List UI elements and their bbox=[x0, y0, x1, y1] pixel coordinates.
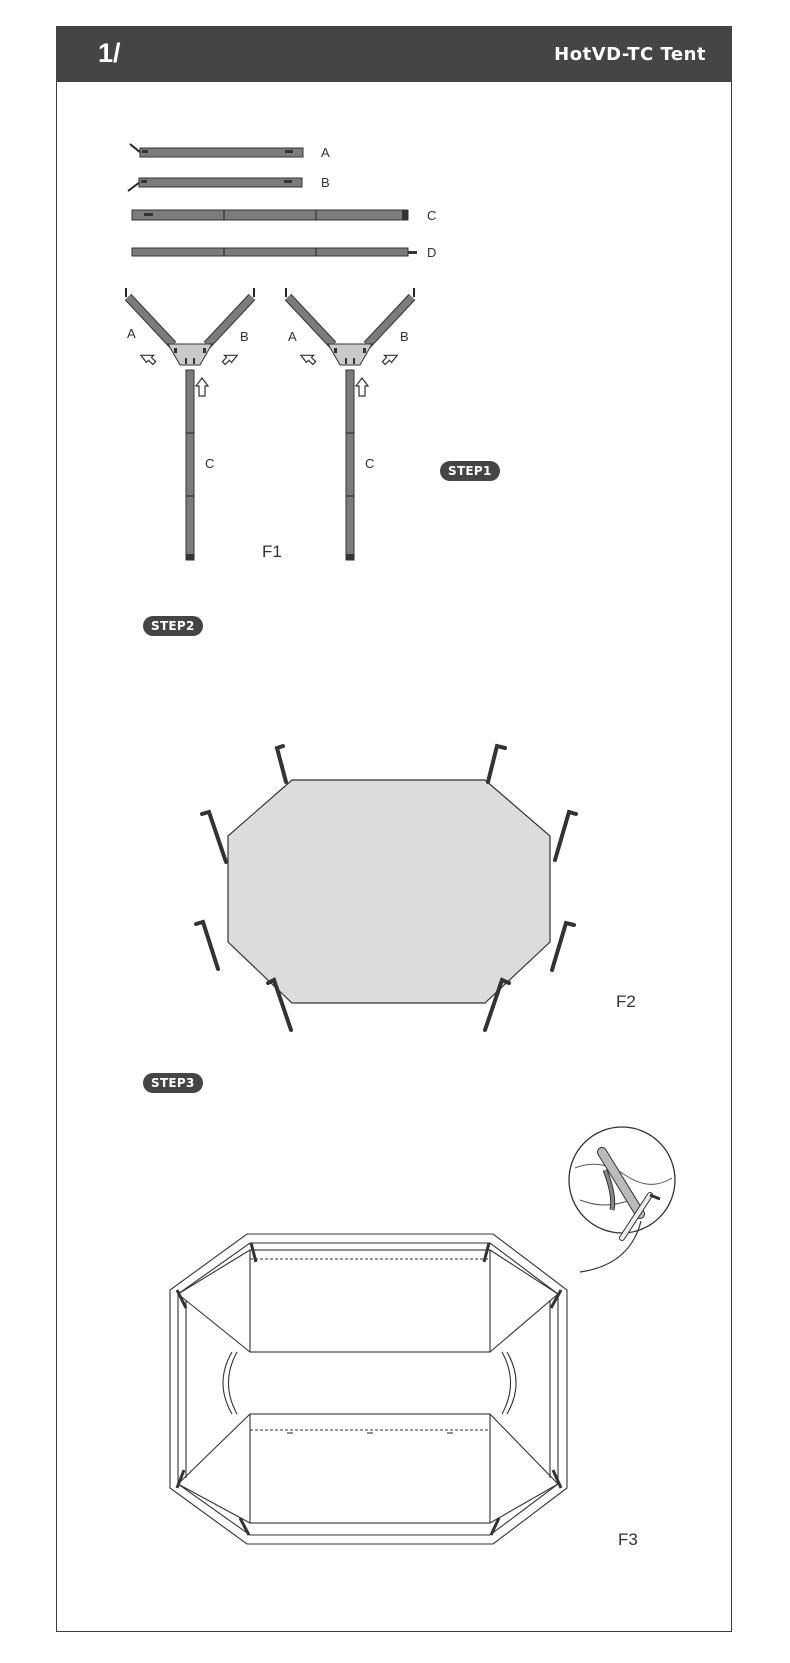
pole-b-illustration bbox=[128, 178, 302, 191]
page-number: 1/ bbox=[98, 38, 121, 68]
pole-c-label: C bbox=[427, 208, 437, 223]
tent-floor-illustration bbox=[196, 746, 576, 1030]
stake-detail-callout bbox=[569, 1127, 675, 1272]
document-title: HotVD-TC Tent bbox=[554, 44, 706, 65]
figure-f3-label: F3 bbox=[618, 1530, 638, 1549]
assembly-right-label-b: B bbox=[400, 329, 409, 344]
figure-f2-label: F2 bbox=[616, 992, 636, 1011]
assembly-right-label-a: A bbox=[288, 329, 297, 344]
step2-badge: STEP2 bbox=[143, 616, 203, 636]
pole-d-illustration bbox=[132, 248, 417, 256]
assembly-right-label-c: C bbox=[365, 456, 375, 471]
assembly-left-label-c: C bbox=[205, 456, 215, 471]
step1-badge: STEP1 bbox=[440, 461, 500, 481]
y-assembly-right bbox=[286, 288, 414, 560]
assembly-left-label-b: B bbox=[240, 329, 249, 344]
tent-frame-illustration bbox=[170, 1234, 567, 1544]
pole-a-label: A bbox=[321, 145, 330, 160]
assembly-left-label-a: A bbox=[127, 326, 136, 341]
step3-badge: STEP3 bbox=[143, 1073, 203, 1093]
pole-d-label: D bbox=[427, 245, 437, 260]
figure-f1-label: F1 bbox=[262, 542, 282, 561]
pole-a-illustration bbox=[130, 144, 303, 157]
pole-c-illustration bbox=[132, 210, 408, 220]
pole-b-label: B bbox=[321, 175, 330, 190]
y-assembly-left bbox=[126, 288, 254, 560]
